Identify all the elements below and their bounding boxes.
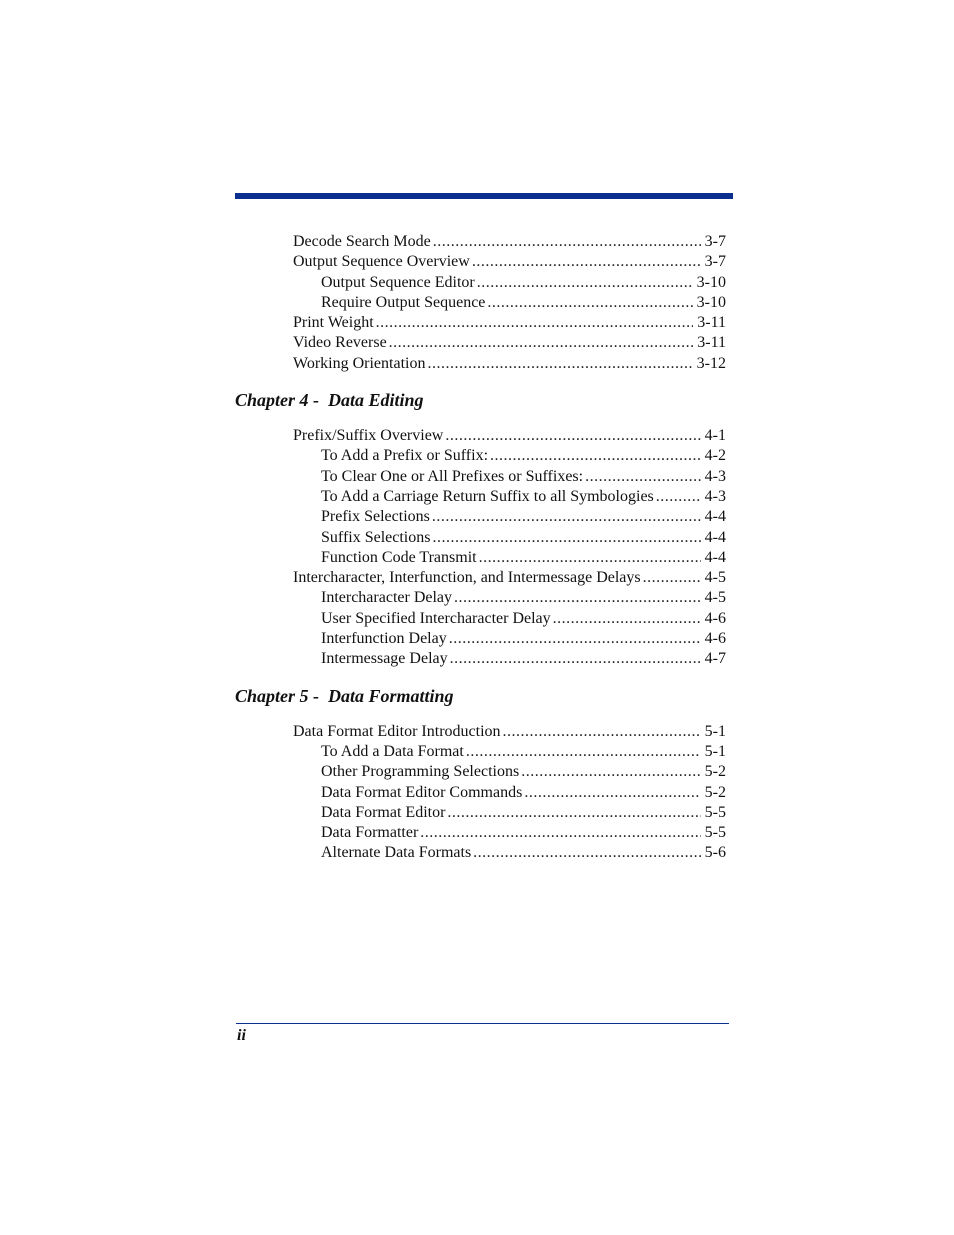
toc-entry[interactable] [235, 823, 726, 843]
toc-entry-title: Working Orientation [293, 354, 426, 372]
toc-entry-page: 4-6 [704, 630, 726, 648]
toc-entry-page: 4-2 [704, 447, 726, 465]
chapter-heading: Chapter 5 - Data Formatting [235, 685, 454, 706]
dot-leader [432, 528, 700, 548]
dot-leader [521, 762, 700, 782]
table-of-contents [235, 232, 726, 864]
toc-entry-title: Data Format Editor [321, 803, 446, 821]
toc-entry-title: Output Sequence Overview [293, 253, 470, 271]
header-bar [235, 193, 733, 199]
toc-entry[interactable] [235, 487, 726, 507]
toc-entry[interactable] [235, 293, 726, 313]
toc-entry-title: Output Sequence Editor [321, 273, 475, 291]
dot-leader [643, 568, 701, 588]
toc-entry-page: 4-4 [704, 508, 726, 526]
toc-entry-page: 4-4 [704, 548, 726, 566]
toc-entry[interactable] [235, 548, 726, 568]
toc-entry[interactable] [235, 507, 726, 527]
toc-entry-title: Data Formatter [321, 824, 419, 842]
toc-entry[interactable] [235, 313, 726, 333]
dot-leader [477, 273, 693, 293]
toc-entry-title: Interfunction Delay [321, 630, 447, 648]
toc-entry[interactable] [235, 783, 726, 803]
dot-leader [427, 354, 692, 374]
dot-leader [479, 548, 701, 568]
toc-entry-title: To Add a Carriage Return Suffix to all Symbologies [321, 487, 654, 505]
toc-entry-title: User Specified Intercharacter Delay [321, 609, 551, 627]
toc-entry[interactable] [235, 762, 726, 782]
toc-entry[interactable] [235, 528, 726, 548]
dot-leader [490, 446, 701, 466]
toc-section [235, 390, 726, 670]
toc-entry-page: 5-2 [704, 783, 726, 801]
footer-rule [236, 1023, 729, 1024]
dot-leader [553, 609, 701, 629]
toc-entry-title: Prefix Selections [321, 508, 430, 526]
page-number: ii [237, 1027, 246, 1044]
dot-leader [585, 467, 701, 487]
toc-entry-title: Intermessage Delay [321, 650, 448, 668]
toc-entry-page: 3-12 [696, 354, 726, 372]
toc-entry-page: 4-5 [704, 589, 726, 607]
toc-entry-page: 4-7 [704, 650, 726, 668]
toc-entry-page: 3-7 [704, 233, 726, 250]
toc-entry-title: To Clear One or All Prefixes or Suffixes: [321, 467, 584, 485]
toc-entry[interactable] [235, 252, 726, 272]
toc-entry-page: 3-11 [697, 314, 726, 332]
dot-leader [656, 487, 701, 507]
toc-entry-title: Require Output Sequence [321, 293, 486, 311]
toc-section [235, 232, 726, 374]
toc-entry-page: 4-4 [704, 528, 726, 546]
toc-entry-page: 5-5 [704, 824, 726, 842]
dot-leader [454, 588, 701, 608]
dot-leader [524, 783, 700, 803]
dot-leader [445, 426, 700, 446]
toc-entry[interactable] [235, 742, 726, 762]
chapter-heading: Chapter 4 - Data Editing [235, 390, 424, 411]
dot-leader [447, 803, 700, 823]
toc-entry-title: Data Format Editor Commands [321, 783, 523, 801]
toc-entry[interactable] [235, 467, 726, 487]
toc-entry-page: 5-5 [704, 803, 726, 821]
toc-entry[interactable] [235, 609, 726, 629]
toc-entry[interactable] [235, 446, 726, 466]
toc-entry-page: 4-3 [704, 467, 726, 485]
toc-entry-page: 4-1 [704, 427, 726, 445]
toc-entry[interactable] [235, 568, 726, 588]
toc-entry-title: Print Weight [293, 314, 374, 332]
dot-leader [433, 232, 701, 252]
dot-leader [466, 742, 701, 762]
dot-leader [450, 649, 701, 669]
toc-entry-page: 3-10 [696, 273, 726, 291]
toc-entry-title: Intercharacter, Interfunction, and Intermessage Delays [293, 569, 641, 587]
toc-entry-title: To Add a Data Format [321, 742, 464, 760]
toc-entry[interactable] [235, 588, 726, 608]
toc-entry-page: 3-11 [697, 334, 726, 352]
toc-entry-page: 4-6 [704, 609, 726, 627]
toc-entry[interactable] [235, 803, 726, 823]
dot-leader [503, 722, 701, 742]
toc-entry[interactable] [235, 273, 726, 293]
toc-entry-title: Function Code Transmit [321, 548, 477, 566]
dot-leader [473, 843, 701, 863]
toc-entry[interactable] [235, 722, 726, 742]
toc-entry-title: Alternate Data Formats [321, 844, 472, 862]
dot-leader [376, 313, 694, 333]
toc-entry-title: Intercharacter Delay [321, 589, 453, 607]
dot-leader [389, 333, 694, 353]
toc-entry-page: 5-1 [704, 742, 726, 760]
toc-entry[interactable] [235, 649, 726, 669]
toc-entry[interactable] [235, 629, 726, 649]
toc-entry-page: 3-7 [704, 253, 726, 271]
dot-leader [472, 252, 701, 272]
toc-entry-page: 4-5 [704, 569, 726, 587]
toc-entry-page: 5-6 [704, 844, 726, 862]
toc-entry-title: To Add a Prefix or Suffix: [321, 447, 489, 465]
toc-entry-page: 4-3 [704, 487, 726, 505]
toc-entry-page: 3-10 [696, 293, 726, 311]
toc-entry[interactable] [235, 354, 726, 374]
dot-leader [449, 629, 701, 649]
toc-entry-title: Data Format Editor Introduction [293, 722, 501, 740]
toc-entry-page: 5-2 [704, 763, 726, 781]
toc-entry-title: Video Reverse [293, 334, 387, 352]
toc-entry-title: Suffix Selections [321, 528, 431, 546]
toc-entry[interactable] [235, 426, 726, 446]
dot-leader [487, 293, 692, 313]
toc-entry-title: Other Programming Selections [321, 763, 520, 781]
toc-entry-title: Prefix/Suffix Overview [293, 427, 444, 445]
dot-leader [420, 823, 700, 843]
toc-entry[interactable] [235, 333, 726, 353]
dot-leader [432, 507, 701, 527]
toc-entry-page: 5-1 [704, 722, 726, 740]
toc-entry-title: Decode Search Mode [293, 233, 431, 250]
toc-section [235, 686, 726, 864]
toc-entry[interactable] [235, 843, 726, 863]
toc-entry[interactable] [235, 232, 726, 252]
